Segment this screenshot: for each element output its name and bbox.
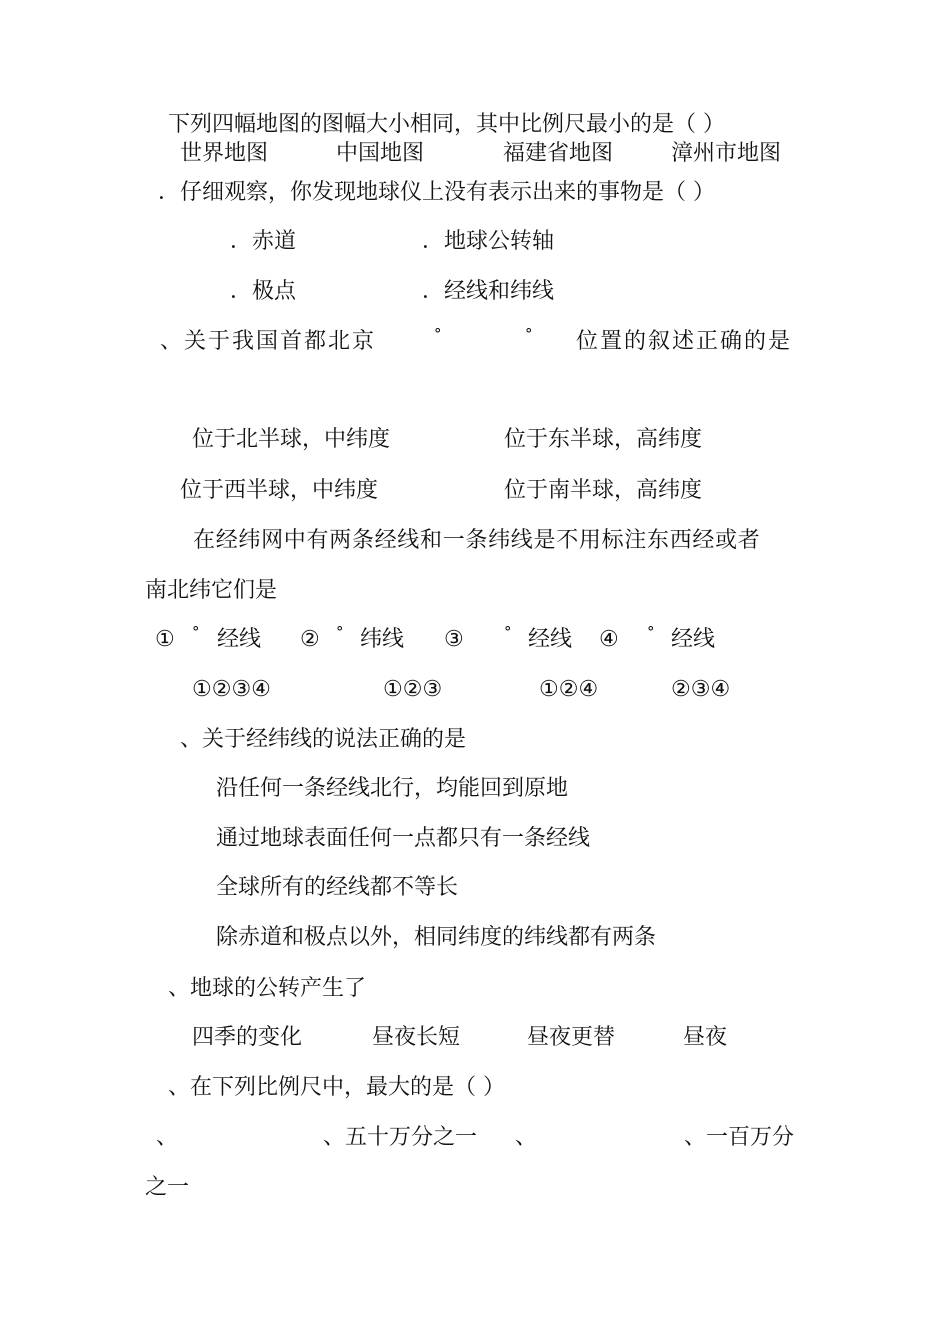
q2-option-b: ．地球公转轴 [422, 229, 555, 254]
q4-option-a: ①②③④ [192, 677, 271, 702]
q3-option-d: 位于南半球，高纬度 [504, 478, 703, 503]
q5-option-a: 沿任何一条经线北行，均能回到原地 [216, 776, 569, 801]
q2-option-a: ．赤道 [230, 229, 297, 254]
q4-item-1-degree-sign: ° [192, 623, 200, 641]
q7-option-d: 、一百万分 [684, 1125, 795, 1150]
q6-option-a: 四季的变化 [192, 1025, 303, 1050]
q3-option-c: 位于西半球，中纬度 [180, 478, 379, 503]
q2-option-c: ．极点 [230, 279, 297, 304]
q5-option-c: 全球所有的经线都不等长 [216, 875, 459, 900]
q4-item-3-label: 经线 [528, 627, 573, 652]
q7-option-a: 、 [156, 1125, 179, 1150]
q7-option-c: 、 [515, 1125, 538, 1150]
q4-item-4-degree-sign: ° [647, 623, 655, 641]
q7-stem: 、在下列比例尺中，最大的是（ ） [168, 1075, 505, 1100]
q4-item-1-number: ① [155, 627, 175, 652]
q1-option-a: 世界地图 [180, 141, 269, 166]
q5-stem: 、关于经纬线的说法正确的是 [180, 727, 467, 752]
q4-item-2-label: 纬线 [360, 627, 405, 652]
q3-stem-end: 位置的叙述正确的是 [576, 329, 793, 354]
q5-option-d: 除赤道和极点以外，相同纬度的纬线都有两条 [216, 925, 657, 950]
q4-option-c: ①②④ [539, 677, 599, 702]
q4-option-b: ①②③ [383, 677, 443, 702]
q6-option-d: 昼夜 [683, 1025, 728, 1050]
q1-option-b: 中国地图 [336, 141, 425, 166]
q6-stem: 、地球的公转产生了 [168, 976, 367, 1001]
q6-option-c: 昼夜更替 [527, 1025, 616, 1050]
q4-item-3-degree-sign: ° [504, 623, 512, 641]
q4-item-1-label: 经线 [217, 627, 262, 652]
q1-option-d: 漳州市地图 [671, 141, 782, 166]
q7-option-d-continuation: 之一 [145, 1175, 190, 1200]
q3-degree-sign-2: ° [525, 325, 533, 343]
q4-item-4-number: ④ [599, 627, 619, 652]
q3-option-b: 位于东半球，高纬度 [504, 427, 703, 452]
q3-option-a: 位于北半球，中纬度 [192, 427, 391, 452]
q4-item-4-label: 经线 [671, 627, 716, 652]
q5-option-b: 通过地球表面任何一点都只有一条经线 [216, 826, 591, 851]
q1-stem: 下列四幅地图的图幅大小相同，其中比例尺最小的是（ ） [168, 112, 725, 137]
q4-item-2-number: ② [300, 627, 320, 652]
q7-option-b: 、五十万分之一 [323, 1125, 478, 1150]
q4-option-d: ②③④ [671, 677, 731, 702]
q1-option-c: 福建省地图 [503, 141, 614, 166]
q6-option-b: 昼夜长短 [372, 1025, 461, 1050]
q4-stem-line-2: 南北纬它们是 [145, 578, 278, 603]
q4-item-3-number: ③ [444, 627, 464, 652]
q2-option-d: ．经线和纬线 [422, 279, 555, 304]
q3-degree-sign-1: ° [434, 325, 442, 343]
q3-stem-start: 、关于我国首都北京 [160, 329, 377, 354]
q4-stem-line-1: 在经纬网中有两条经线和一条纬线是不用标注东西经或者 [193, 528, 761, 553]
q4-item-2-degree-sign: ° [336, 623, 344, 641]
q2-stem: ．仔细观察，你发现地球仪上没有表示出来的事物是（ ） [158, 180, 715, 205]
